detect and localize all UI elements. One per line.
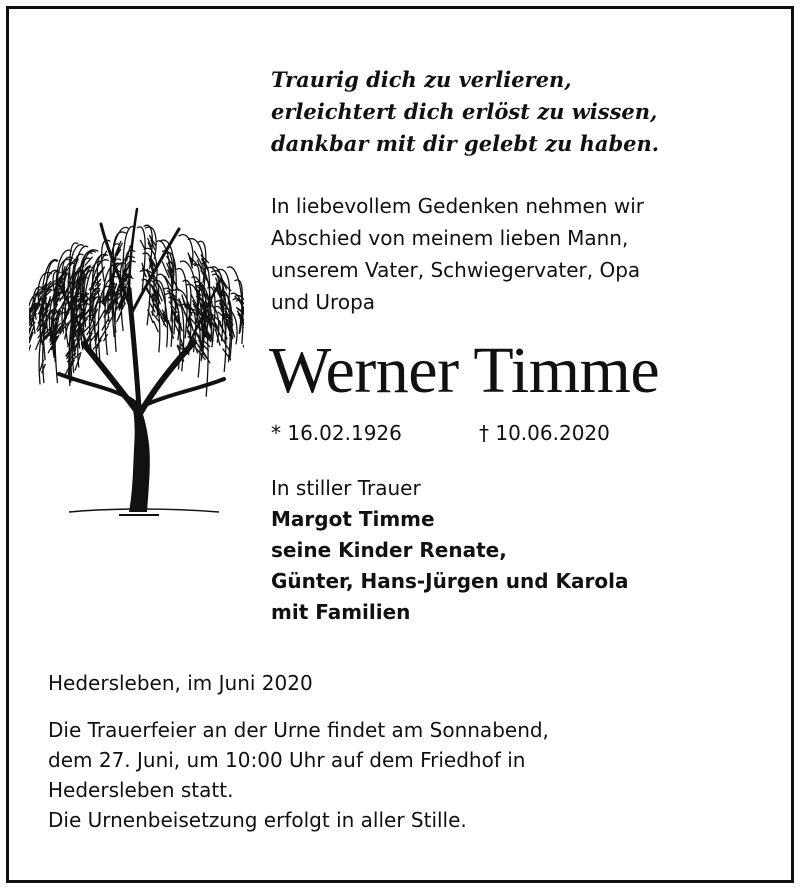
mourner-line: mit Familien — [271, 600, 411, 624]
intro-line: und Uropa — [271, 290, 376, 314]
mourners — [271, 473, 629, 628]
funeral-info — [48, 715, 549, 835]
mourners-intro: In stiller Trauer — [271, 476, 421, 500]
funeral-line: dem 27. Juni, um 10:00 Uhr auf dem Friedhof in — [48, 748, 526, 772]
funeral-line: Die Urnenbeisetzung erfolgt in aller Stille. — [48, 808, 467, 832]
intro-line: Abschied von meinem lieben Mann, — [271, 226, 629, 250]
verse — [271, 64, 659, 160]
mourner-line: seine Kinder Renate, — [271, 538, 507, 562]
verse-line: dankbar mit dir gelebt zu haben. — [271, 131, 660, 156]
mourner-line: Margot Timme — [271, 507, 435, 531]
place-date: Hedersleben, im Juni 2020 — [48, 671, 313, 695]
funeral-line: Hedersleben statt. — [48, 778, 234, 802]
intro-line: unserem Vater, Schwiegervater, Opa — [271, 258, 641, 282]
verse-line: Traurig dich zu verlieren, — [271, 67, 572, 92]
life-dates — [271, 417, 610, 449]
intro-text — [271, 190, 644, 318]
obituary-notice — [6, 6, 794, 883]
death-date: † 10.06.2020 — [479, 421, 610, 445]
willow-tree-icon — [29, 194, 244, 519]
mourner-line: Günter, Hans-Jürgen und Karola — [271, 569, 629, 593]
funeral-line: Die Trauerfeier an der Urne findet am Sonnabend, — [48, 718, 549, 742]
intro-line: In liebevollem Gedenken nehmen wir — [271, 194, 644, 218]
birth-date: * 16.02.1926 — [271, 421, 402, 445]
verse-line: erleichtert dich erlöst zu wissen, — [271, 99, 658, 124]
deceased-name: Werner Timme — [269, 334, 660, 407]
